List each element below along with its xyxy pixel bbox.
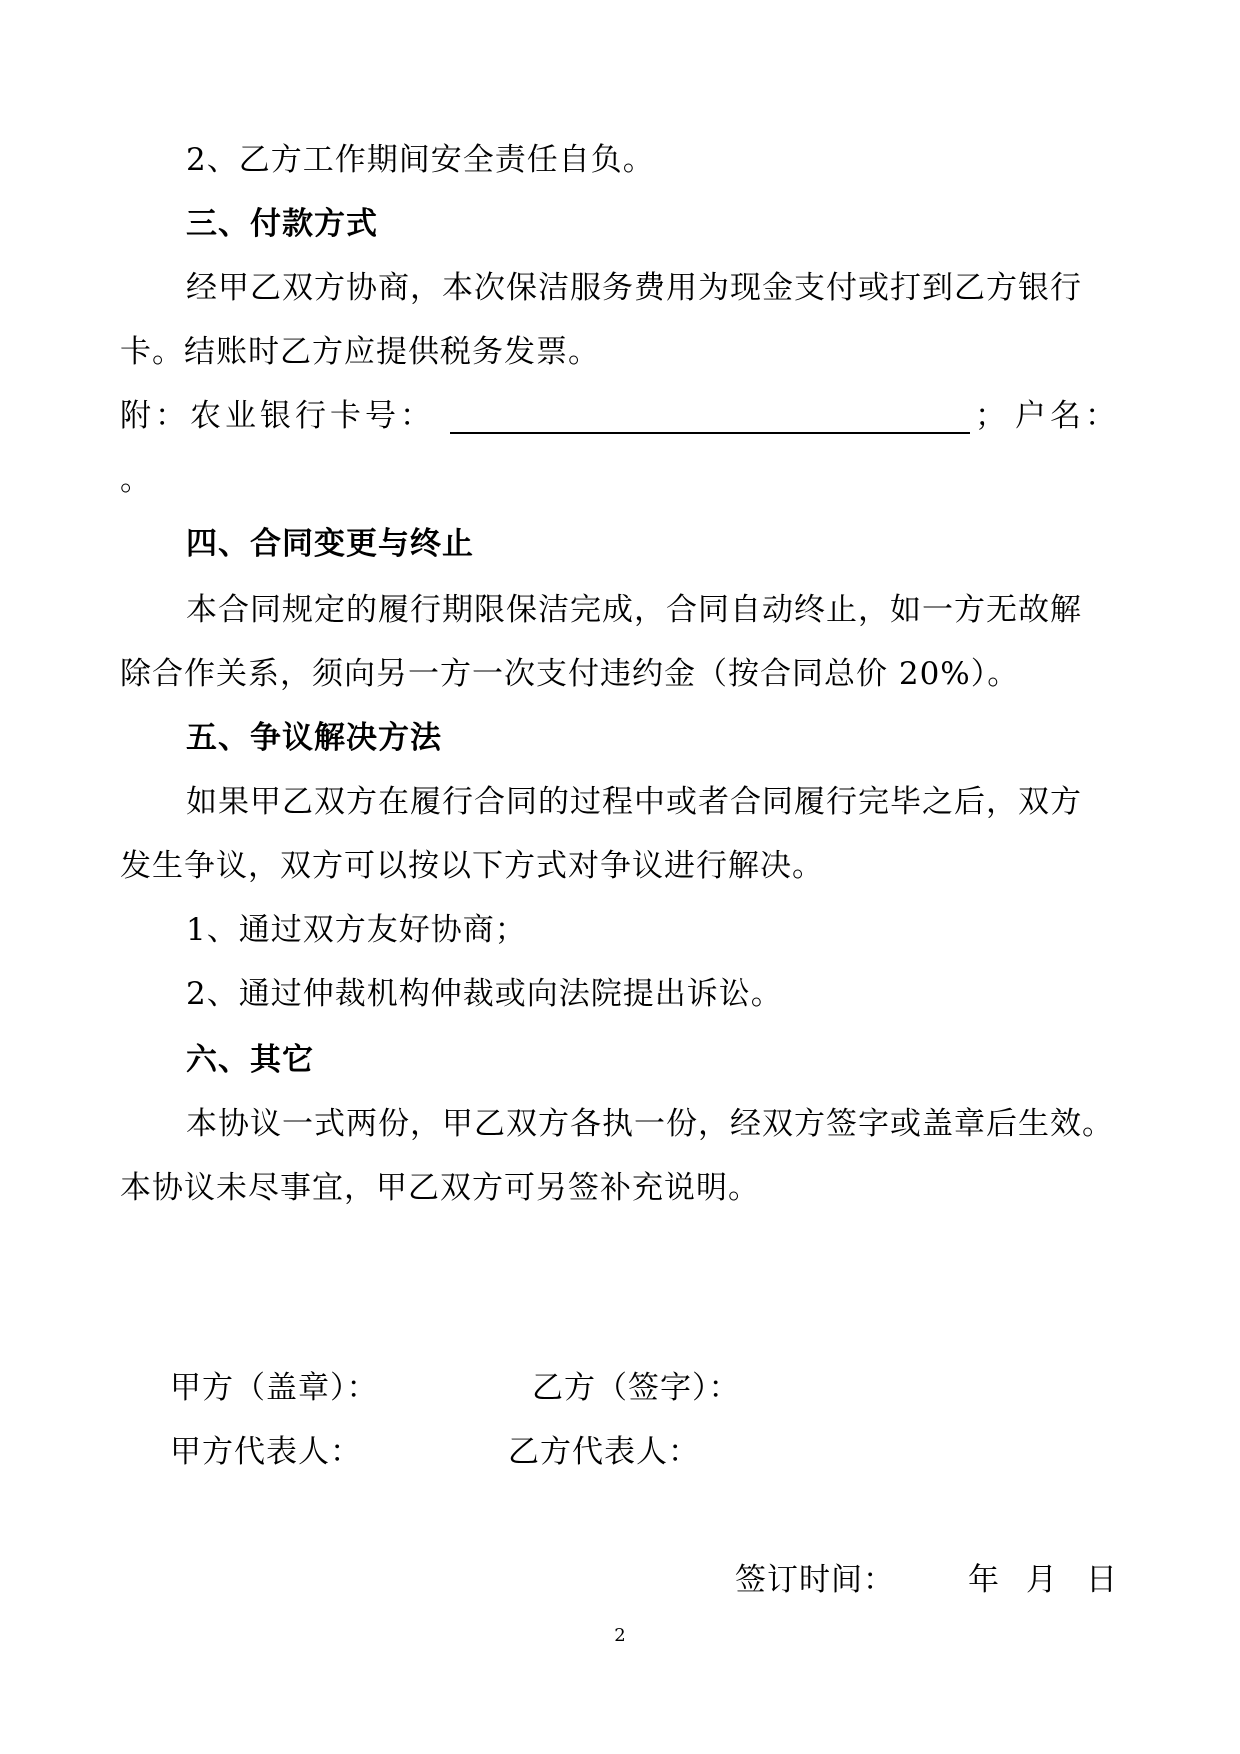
account-name-label: 户名： — [1015, 398, 1120, 434]
sign-time-label: 签订时间： — [735, 1562, 895, 1598]
day-label: 日 — [1086, 1562, 1118, 1598]
termination-paragraph-line-2: 除合作关系，须向另一方一次支付违约金（按合同总价 20%）。 — [120, 656, 1020, 692]
dispute-paragraph-line-1: 如果甲乙双方在履行合同的过程中或者合同履行完毕之后，双方 — [186, 784, 1082, 820]
page-number: 2 — [614, 1625, 626, 1646]
dispute-item-1: 1、通过双方友好协商； — [186, 912, 527, 948]
party-a-seal-label: 甲方（盖章）： — [170, 1370, 379, 1406]
other-paragraph-line-2: 本协议未尽事宜，甲乙双方可另签补充说明。 — [120, 1170, 760, 1206]
dispute-paragraph-line-2: 发生争议，双方可以按以下方式对争议进行解决。 — [120, 848, 824, 884]
section-heading-payment: 三、付款方式 — [186, 206, 378, 242]
termination-paragraph-line-1: 本合同规定的履行期限保洁完成，合同自动终止，如一方无故解 — [186, 592, 1082, 628]
clause-item-2: 2、乙方工作期间安全责任自负。 — [186, 142, 655, 178]
separator: ； — [975, 398, 1010, 434]
bank-account-row — [120, 394, 1120, 438]
other-paragraph-line-1: 本协议一式两份，甲乙双方各执一份，经双方签字或盖章后生效。 — [186, 1106, 1114, 1142]
section-heading-termination: 四、合同变更与终止 — [186, 526, 474, 562]
account-name-period: 。 — [120, 462, 152, 498]
party-b-representative-label: 乙方代表人： — [508, 1434, 700, 1470]
year-label: 年 — [968, 1562, 1000, 1598]
section-heading-dispute: 五、争议解决方法 — [186, 720, 442, 756]
bank-card-label: 附：农业银行卡号： — [120, 398, 435, 434]
payment-paragraph-line-1: 经甲乙双方协商，本次保洁服务费用为现金支付或打到乙方银行 — [186, 270, 1082, 306]
party-a-representative-label: 甲方代表人： — [170, 1434, 362, 1470]
dispute-item-2: 2、通过仲裁机构仲裁或向法院提出诉讼。 — [186, 976, 783, 1012]
bank-card-number-field[interactable] — [450, 394, 970, 434]
section-heading-other: 六、其它 — [186, 1042, 314, 1078]
party-b-sign-label: 乙方（签字）： — [532, 1370, 741, 1406]
month-label: 月 — [1026, 1562, 1058, 1598]
payment-paragraph-line-2: 卡。结账时乙方应提供税务发票。 — [120, 334, 600, 370]
